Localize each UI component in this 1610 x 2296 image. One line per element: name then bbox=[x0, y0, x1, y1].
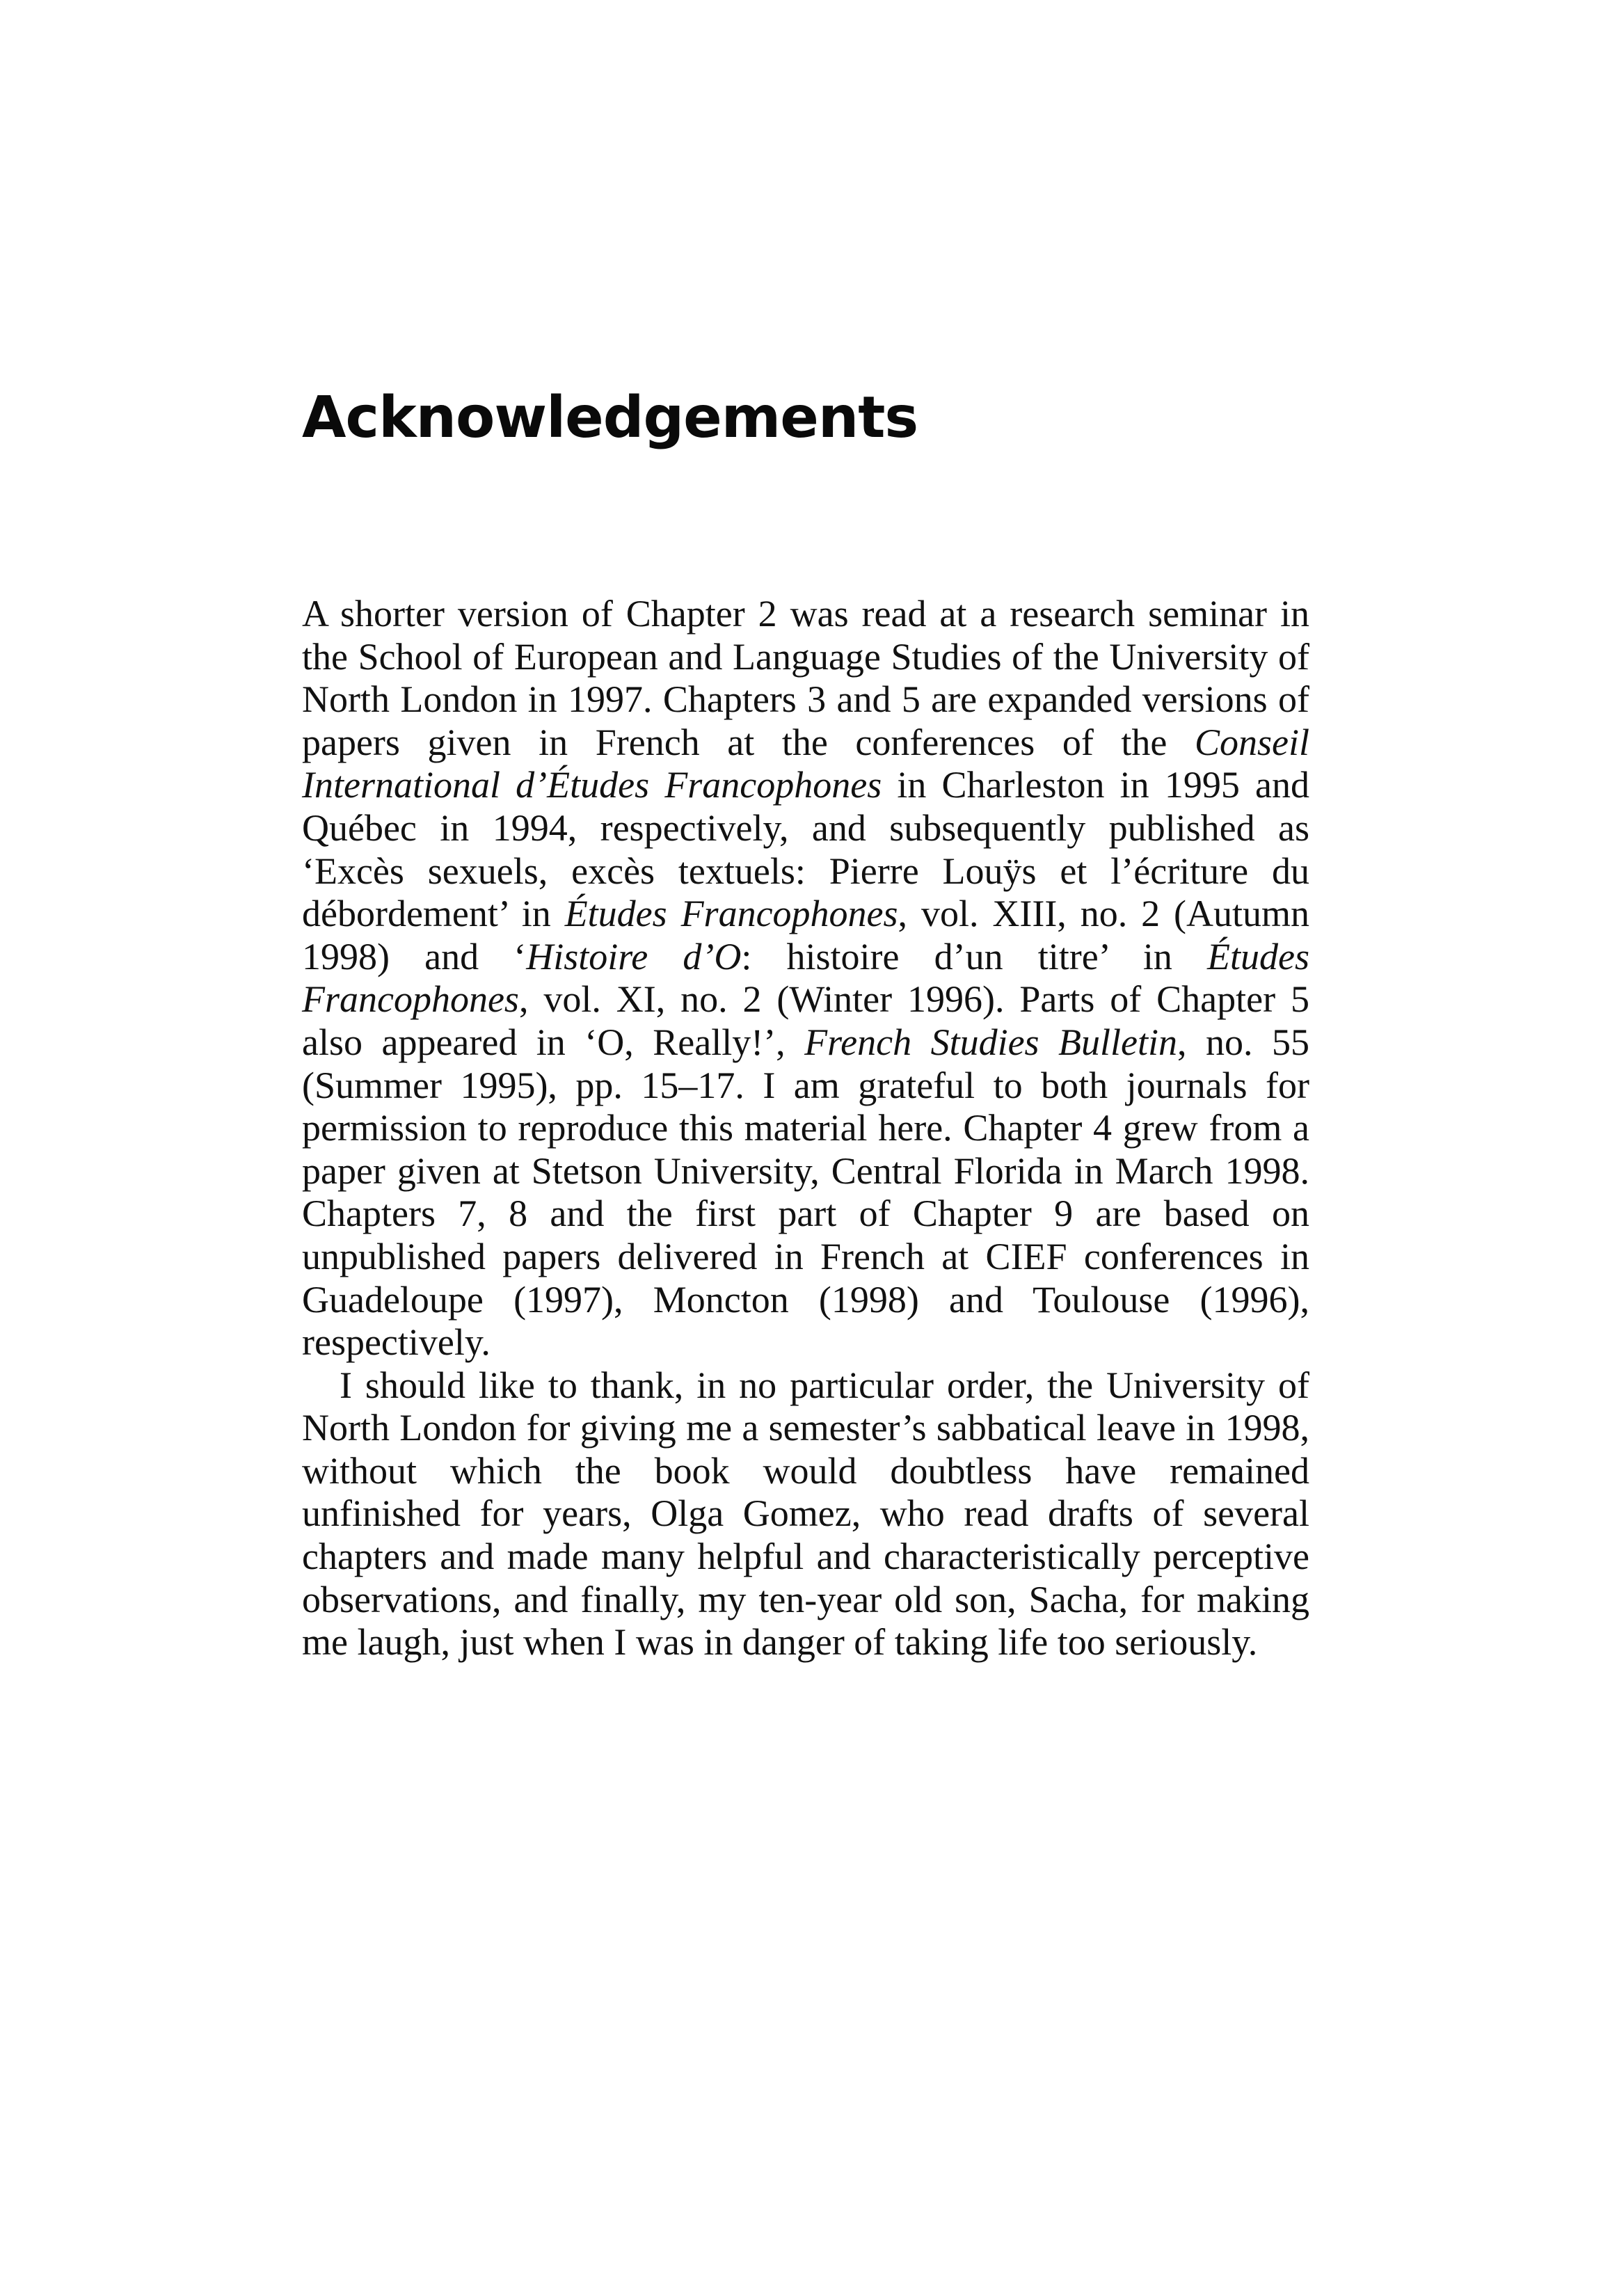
text-segment: : histoire d’un titre’ in bbox=[741, 935, 1208, 978]
body-text bbox=[302, 593, 1309, 1664]
page-title: Acknowledgements bbox=[302, 385, 918, 451]
text-segment: in Charleston in 1995 and Québec in 1994, respectively, and subsequently published as ‘Excès sexuels, excès textuels: Pierre Louÿs et l’écriture du débordement’ in bbox=[302, 764, 1309, 935]
text-segment: I should like to thank, in no particular order, the University of North London for giving me a semester’s sabbatical leave in 1998, without which the book would doubtless have remained unfinished for years, Olga Gomez, who read drafts of several chapters and made many helpful and characteristically perceptive observations, and finally, my ten-year old son, Sacha, for making me laugh, just when I was in danger of taking life too seriously. bbox=[302, 1364, 1309, 1664]
italic-text-segment: Conseil International d’Études Francophones bbox=[302, 721, 1309, 806]
italic-text-segment: Histoire d’O bbox=[526, 935, 742, 978]
italic-text-segment: Études Francophones bbox=[564, 893, 898, 935]
paragraph bbox=[302, 593, 1309, 1364]
text-segment: A shorter version of Chapter 2 was read at a research seminar in the School of European and Language Studies of the University of North London in 1997. Chapters 3 and 5 are expanded versions of papers given in French at the conferences of the bbox=[302, 593, 1309, 763]
text-segment: , no. 55 (Summer 1995), pp. 15–17. I am grateful to both journals for permission to reproduce this material here. Chapter 4 grew from a paper given at Stetson University, Central Florida in March 1998. Chapters 7, 8 and the first part of Chapter 9 are based on unpublished papers delivered in French at CIEF conferences in Guadeloupe (1997), Moncton (1998) and Toulouse (1996), respectively. bbox=[302, 1021, 1309, 1364]
italic-text-segment: Études Francophones bbox=[302, 935, 1309, 1021]
text-segment: , vol. XI, no. 2 (Winter 1996). Parts of Chapter 5 also appeared in ‘O, Really!’, bbox=[302, 978, 1309, 1063]
italic-text-segment: French Studies Bulletin bbox=[804, 1021, 1178, 1063]
page bbox=[302, 385, 1310, 1664]
paragraph bbox=[302, 1364, 1309, 1664]
text-segment: , vol. XIII, no. 2 (Autumn 1998) and ‘ bbox=[302, 893, 1310, 978]
